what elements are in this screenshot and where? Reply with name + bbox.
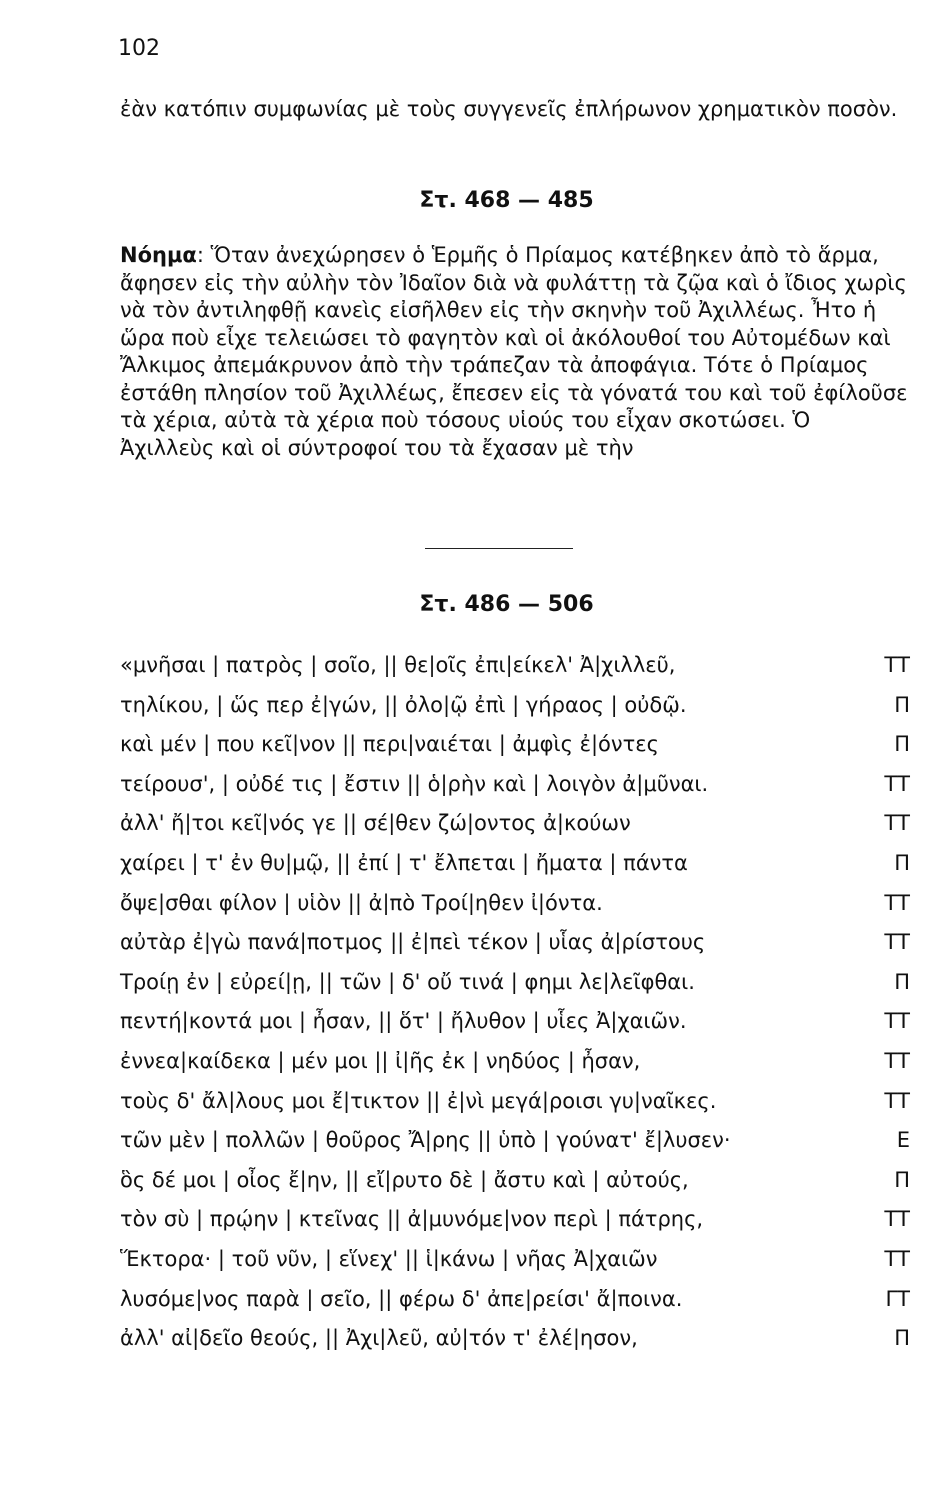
summary-paragraph bbox=[120, 242, 910, 462]
verse-text: τὸν σὺ | πρῴην | κτεῖνας || ἀ|μυνόμε|νον περὶ | πάτρης, bbox=[120, 1207, 704, 1232]
verse-line bbox=[120, 844, 910, 884]
verse-line bbox=[120, 1002, 910, 1042]
verse-meter-code: ΤΤ bbox=[884, 930, 910, 955]
verse-line bbox=[120, 686, 910, 726]
section-heading-486-506: Στ. 486 — 506 bbox=[419, 592, 594, 617]
verse-text: καὶ μέν | που κεῖ|νον || περι|ναιέται | ἀμφὶς ἐ|όντες bbox=[120, 732, 659, 757]
verse-line bbox=[120, 1280, 910, 1320]
verse-text: ὄψε|σθαι φίλον | υἱὸν || ἀ|πὸ Τροί|ηθεν ἰ|όντα. bbox=[120, 890, 603, 915]
verse-list bbox=[120, 646, 910, 1359]
verse-line bbox=[120, 1042, 910, 1082]
verse-meter-code: Π bbox=[894, 1167, 910, 1192]
verse-meter-code: Π bbox=[894, 732, 910, 757]
section-divider bbox=[425, 548, 573, 549]
verse-meter-code: ΓΤ bbox=[885, 1286, 910, 1311]
verse-line bbox=[120, 1240, 910, 1280]
verse-line bbox=[120, 1200, 910, 1240]
verse-text: ἀλλ' ἤ|τοι κεῖ|νός γε || σέ|θεν ζώ|οντος ἀ|κούων bbox=[120, 811, 631, 836]
verse-text: τῶν μὲν | πολλῶν | θοῦρος Ἄ|ρης || ὑπὸ | γούνατ' ἔ|λυσεν· bbox=[120, 1128, 731, 1153]
verse-meter-code: ΤΤ bbox=[884, 1088, 910, 1113]
verse-text: «μνῆσαι | πατρὸς | σοῖο, || θε|οῖς ἐπι|είκελ' Ἀ|χιλλεῦ, bbox=[120, 653, 676, 677]
verse-meter-code: Π bbox=[894, 969, 910, 994]
page-number: 102 bbox=[118, 36, 160, 61]
verse-meter-code: ΤΤ bbox=[884, 890, 910, 915]
verse-meter-code: Π bbox=[894, 692, 910, 717]
verse-text: λυσόμε|νος παρὰ | σεῖο, || φέρω δ' ἀπε|ρείσι' ἄ|ποινα. bbox=[120, 1286, 683, 1311]
verse-meter-code: ΤΤ bbox=[884, 1246, 910, 1271]
verse-text: αὐτὰρ ἐ|γὼ πανά|ποτμος || ἐ|πεὶ τέκον | υἷας ἀ|ρίστους bbox=[120, 930, 706, 955]
verse-meter-code: ΤΤ bbox=[884, 771, 910, 796]
verse-line bbox=[120, 1121, 910, 1161]
verse-line bbox=[120, 725, 910, 765]
verse-line bbox=[120, 1082, 910, 1122]
verse-text: τηλίκου, | ὥς περ ἐ|γών, || ὀλο|ῷ ἐπὶ | γήραος | οὐδῷ. bbox=[120, 692, 687, 717]
verse-line bbox=[120, 646, 910, 686]
verse-text: τείρουσ', | οὐδέ τις | ἔστιν || ὁ|ρὴν καὶ | λοιγὸν ἀ|μῦναι. bbox=[120, 771, 709, 796]
verse-text: Τροίῃ ἐν | εὐρεί|ῃ, || τῶν | δ' οὔ τινά | φημι λε|λεῖφθαι. bbox=[120, 969, 695, 994]
summary-label: Νόημα bbox=[120, 243, 197, 267]
verse-text: πεντή|κοντά μοι | ἦσαν, || ὅτ' | ἤλυθον | υἷες Ἀ|χαιῶν. bbox=[120, 1009, 687, 1034]
verse-meter-code: Π bbox=[894, 1326, 910, 1351]
verse-meter-code: ΤΤ bbox=[884, 1207, 910, 1232]
summary-text: : Ὅταν ἀνεχώρησεν ὁ Ἑρμῆς ὁ Πρίαμος κατέβηκεν ἀπὸ τὸ ἅρμα, ἄφησεν εἰς τὴν αὐλὴν τὸν Ἰδαῖον διὰ νὰ φυλάττῃ τὰ ζῷα καὶ ὁ ἴδιος χωρὶς νὰ τὸν ἀντιληφθῇ κανεὶς εἰσῆλθεν εἰς τὴν σκηνὴν τοῦ Ἀχιλλέως. Ἦτο ἡ ὥρα ποὺ εἶχε τελειώσει τὸ φαγητὸν καὶ οἱ ἀκόλουθοί του Αὐτομέδων καὶ Ἄλκιμος ἀπεμάκρυνον ἀπὸ τὴν τράπεζαν τὰ ἀποφάγια. Τότε ὁ Πρίαμος ἐστάθη πλησίον τοῦ Ἀχιλλέως, ἔπεσεν εἰς τὰ γόνατά του καὶ τοῦ ἐφίλοῦσε τὰ χέρια, αὐτὰ τὰ χέρια ποὺ τόσους υἱούς του εἶχαν σκοτώσει. Ὁ Ἀχιλλεὺς καὶ οἱ σύντροφοί του τὰ ἔχασαν μὲ τὴν bbox=[120, 243, 908, 460]
verse-line bbox=[120, 963, 910, 1003]
verse-text: χαίρει | τ' ἐν θυ|μῷ, || ἐπί | τ' ἔλπεται | ἤματα | πάντα bbox=[120, 850, 688, 875]
verse-line bbox=[120, 1161, 910, 1201]
verse-line bbox=[120, 804, 910, 844]
verse-line bbox=[120, 923, 910, 963]
verse-text: τοὺς δ' ἄλ|λους μοι ἔ|τικτον || ἐ|νὶ μεγά|ροισι γυ|ναῖκες. bbox=[120, 1088, 717, 1113]
verse-meter-code: ΤΤ bbox=[884, 1048, 910, 1073]
verse-meter-code: Π bbox=[894, 850, 910, 875]
section-heading-468-485: Στ. 468 — 485 bbox=[419, 188, 594, 213]
verse-meter-code: Ε bbox=[896, 1128, 910, 1153]
verse-meter-code: ΤΤ bbox=[884, 653, 910, 677]
verse-meter-code: ΤΤ bbox=[884, 1009, 910, 1034]
intro-paragraph: ἐὰν κατόπιν συμφωνίας μὲ τοὺς συγγενεῖς ἐπλήρωνον χρηματικὸν ποσὸν. bbox=[120, 97, 898, 121]
verse-line bbox=[120, 1319, 910, 1359]
verse-text: ἀλλ' αἰ|δεῖο θεούς, || Ἀχι|λεῦ, αὐ|τόν τ' ἐλέ|ησον, bbox=[120, 1326, 638, 1351]
verse-line bbox=[120, 884, 910, 924]
verse-meter-code: ΤΤ bbox=[884, 811, 910, 836]
verse-line bbox=[120, 765, 910, 805]
verse-text: Ἕκτορα· | τοῦ νῦν, | εἵνεχ' || ἱ|κάνω | νῆας Ἀ|χαιῶν bbox=[120, 1246, 658, 1271]
verse-text: ἐννεα|καίδεκα | μέν μοι || ἰ|ῆς ἐκ | νηδύος | ἦσαν, bbox=[120, 1048, 641, 1073]
verse-text: ὃς δέ μοι | οἶος ἔ|ην, || εἴ|ρυτο δὲ | ἄστυ καὶ | αὐτούς, bbox=[120, 1167, 689, 1192]
